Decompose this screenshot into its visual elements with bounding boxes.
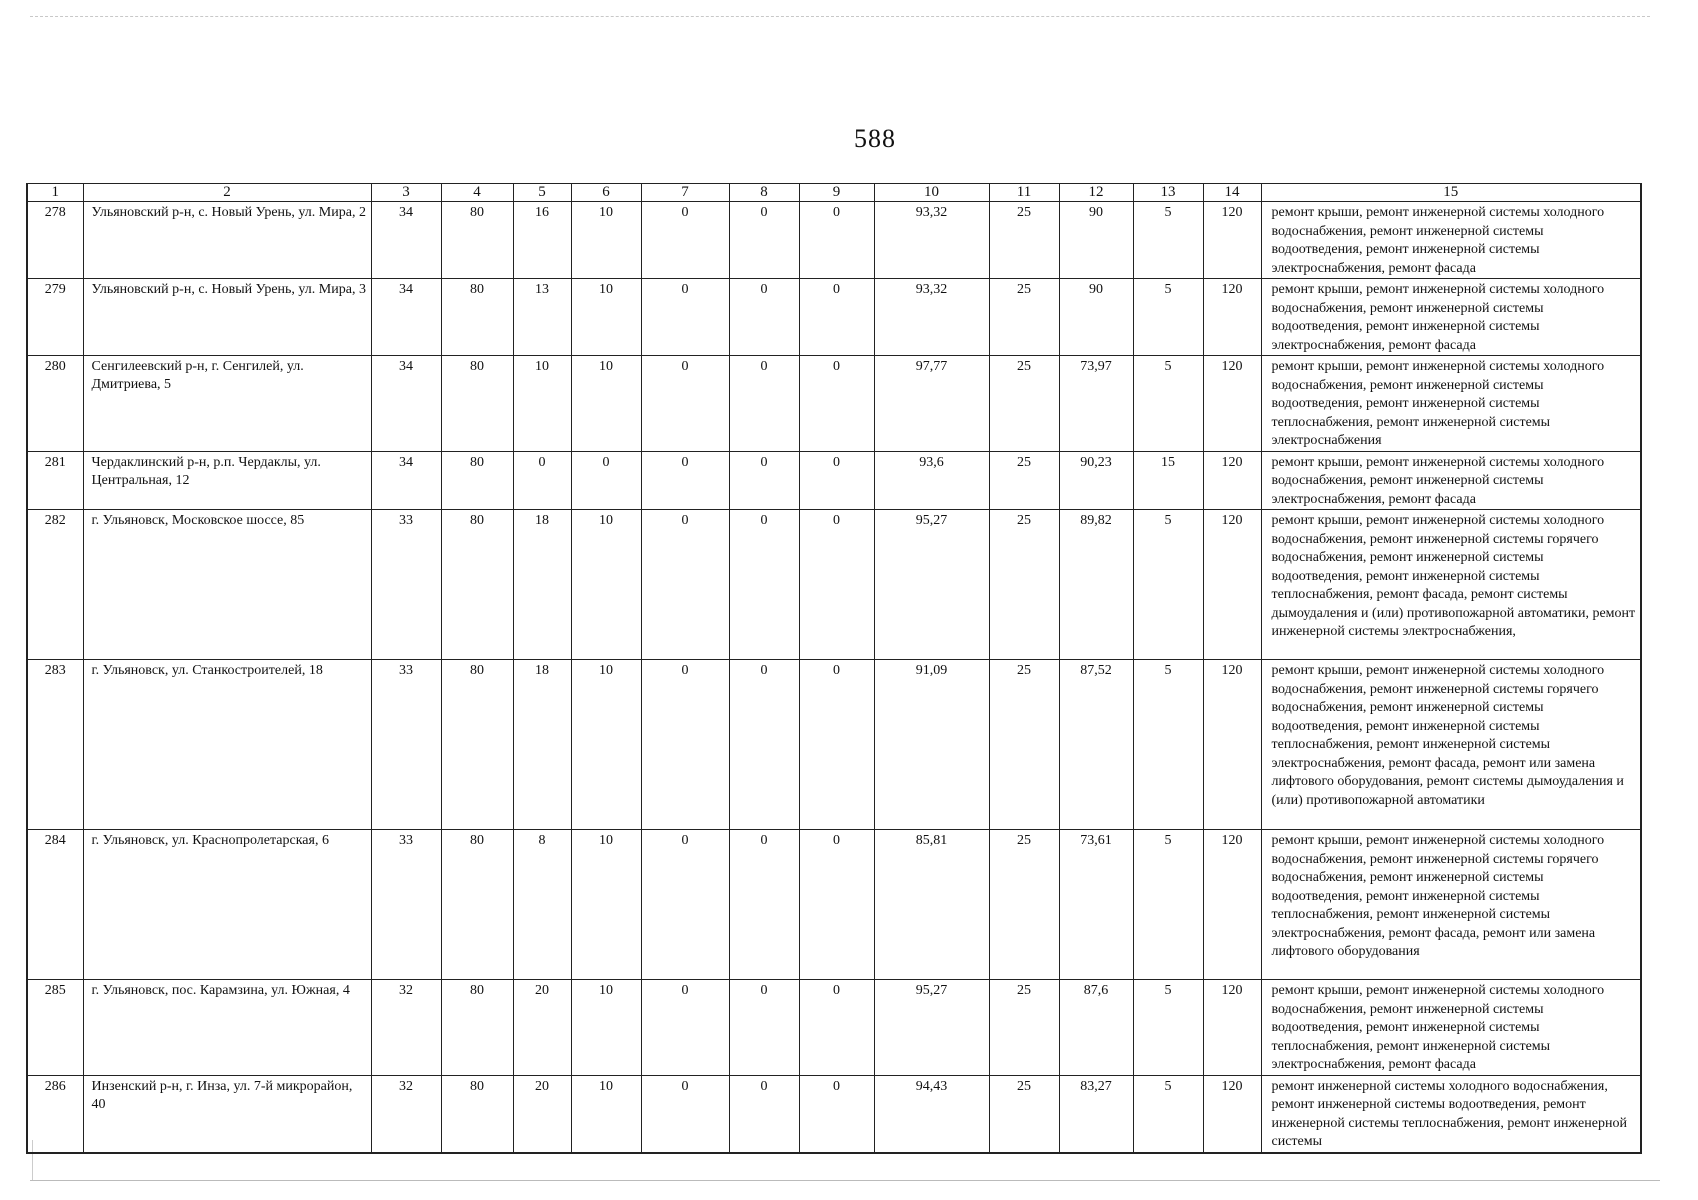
column-header-3: 3: [371, 184, 441, 202]
cell-col6: 10: [571, 510, 641, 660]
cell-col13: 15: [1133, 451, 1203, 510]
row-address: Ульяновский р-н, с. Новый Урень, ул. Мира, 2: [83, 202, 371, 279]
cell-col13: 5: [1133, 202, 1203, 279]
column-header-9: 9: [799, 184, 874, 202]
row-address: Сенгилеевский р-н, г. Сенгилей, ул. Дмитриева, 5: [83, 356, 371, 452]
cell-col12: 73,61: [1059, 830, 1133, 980]
cell-col12: 89,82: [1059, 510, 1133, 660]
cell-col9: 0: [799, 451, 874, 510]
cell-col10: 95,27: [874, 980, 989, 1076]
column-header-11: 11: [989, 184, 1059, 202]
cell-col3: 34: [371, 279, 441, 356]
table-row: [27, 1075, 1641, 1153]
cell-col5: 20: [513, 1075, 571, 1153]
cell-col6: 10: [571, 1075, 641, 1153]
cell-col9: 0: [799, 980, 874, 1076]
cell-col3: 34: [371, 356, 441, 452]
table-row: [27, 202, 1641, 279]
table-row: [27, 660, 1641, 830]
row-number: 285: [27, 980, 83, 1076]
cell-col6: 10: [571, 660, 641, 830]
column-header-7: 7: [641, 184, 729, 202]
row-address: Инзенский р-н, г. Инза, ул. 7-й микрорайон, 40: [83, 1075, 371, 1153]
cell-col11: 25: [989, 202, 1059, 279]
cell-col11: 25: [989, 510, 1059, 660]
table-row: [27, 510, 1641, 660]
cell-col9: 0: [799, 830, 874, 980]
cell-col11: 25: [989, 660, 1059, 830]
column-header-8: 8: [729, 184, 799, 202]
row-number: 284: [27, 830, 83, 980]
header-row: [27, 184, 1641, 202]
cell-col14: 120: [1203, 279, 1261, 356]
cell-col10: 93,32: [874, 279, 989, 356]
cell-col11: 25: [989, 356, 1059, 452]
cell-col7: 0: [641, 660, 729, 830]
cell-col7: 0: [641, 279, 729, 356]
column-header-4: 4: [441, 184, 513, 202]
row-address: г. Ульяновск, ул. Станкостроителей, 18: [83, 660, 371, 830]
cell-col11: 25: [989, 980, 1059, 1076]
cell-col8: 0: [729, 279, 799, 356]
cell-col10: 85,81: [874, 830, 989, 980]
cell-col4: 80: [441, 451, 513, 510]
row-address: г. Ульяновск, пос. Карамзина, ул. Южная, 4: [83, 980, 371, 1076]
cell-col14: 120: [1203, 1075, 1261, 1153]
cell-col12: 87,6: [1059, 980, 1133, 1076]
cell-col5: 0: [513, 451, 571, 510]
column-header-6: 6: [571, 184, 641, 202]
row-address: г. Ульяновск, ул. Краснопролетарская, 6: [83, 830, 371, 980]
column-header-15: 15: [1261, 184, 1641, 202]
cell-col14: 120: [1203, 660, 1261, 830]
cell-col4: 80: [441, 202, 513, 279]
cell-col4: 80: [441, 1075, 513, 1153]
row-number: 282: [27, 510, 83, 660]
row-works: ремонт крыши, ремонт инженерной системы холодного водоснабжения, ремонт инженерной системы горячего водоснабжения, ремонт инженерной системы водоотведения, ремонт инженерной системы теплоснабжения, ремонт инженерной системы электроснабжения, ремонт фасада, ремонт или замена лифтового оборудования, ремонт системы дымоудаления и (или) противопожарной автоматики: [1261, 660, 1641, 830]
row-number: 280: [27, 356, 83, 452]
cell-col12: 73,97: [1059, 356, 1133, 452]
row-number: 279: [27, 279, 83, 356]
cell-col8: 0: [729, 202, 799, 279]
row-number: 278: [27, 202, 83, 279]
cell-col8: 0: [729, 356, 799, 452]
cell-col13: 5: [1133, 356, 1203, 452]
cell-col3: 34: [371, 451, 441, 510]
cell-col13: 5: [1133, 980, 1203, 1076]
cell-col14: 120: [1203, 830, 1261, 980]
cell-col12: 90: [1059, 279, 1133, 356]
cell-col9: 0: [799, 356, 874, 452]
cell-col3: 32: [371, 980, 441, 1076]
cell-col13: 5: [1133, 510, 1203, 660]
cell-col7: 0: [641, 1075, 729, 1153]
cell-col6: 10: [571, 980, 641, 1076]
cell-col13: 5: [1133, 1075, 1203, 1153]
column-header-10: 10: [874, 184, 989, 202]
row-address: Чердаклинский р-н, р.п. Чердаклы, ул. Центральная, 12: [83, 451, 371, 510]
row-address: Ульяновский р-н, с. Новый Урень, ул. Мира, 3: [83, 279, 371, 356]
cell-col4: 80: [441, 660, 513, 830]
cell-col6: 10: [571, 356, 641, 452]
cell-col6: 10: [571, 202, 641, 279]
column-header-5: 5: [513, 184, 571, 202]
cell-col10: 97,77: [874, 356, 989, 452]
cell-col10: 94,43: [874, 1075, 989, 1153]
column-header-2: 2: [83, 184, 371, 202]
cell-col8: 0: [729, 830, 799, 980]
cell-col3: 33: [371, 830, 441, 980]
registry-table: [26, 183, 1642, 1154]
cell-col4: 80: [441, 356, 513, 452]
cell-col3: 34: [371, 202, 441, 279]
cell-col14: 120: [1203, 980, 1261, 1076]
column-header-1: 1: [27, 184, 83, 202]
cell-col6: 10: [571, 279, 641, 356]
cell-col4: 80: [441, 980, 513, 1076]
cell-col14: 120: [1203, 202, 1261, 279]
cell-col11: 25: [989, 830, 1059, 980]
cell-col4: 80: [441, 510, 513, 660]
cell-col7: 0: [641, 980, 729, 1076]
table-row: [27, 279, 1641, 356]
scan-edge-bottom: [30, 1180, 1660, 1181]
table-row: [27, 451, 1641, 510]
table-row: [27, 356, 1641, 452]
cell-col13: 5: [1133, 279, 1203, 356]
column-header-13: 13: [1133, 184, 1203, 202]
cell-col10: 95,27: [874, 510, 989, 660]
cell-col3: 33: [371, 660, 441, 830]
cell-col9: 0: [799, 279, 874, 356]
cell-col3: 32: [371, 1075, 441, 1153]
row-number: 286: [27, 1075, 83, 1153]
scan-edge-top: [30, 16, 1650, 17]
cell-col6: 10: [571, 830, 641, 980]
cell-col10: 91,09: [874, 660, 989, 830]
row-works: ремонт крыши, ремонт инженерной системы холодного водоснабжения, ремонт инженерной системы горячего водоснабжения, ремонт инженерной системы водоотведения, ремонт инженерной системы теплоснабжения, ремонт фасада, ремонт системы дымоудаления и (или) противопожарной автоматики, ремонт инженерной системы электроснабжения,: [1261, 510, 1641, 660]
table-row: [27, 830, 1641, 980]
cell-col5: 8: [513, 830, 571, 980]
cell-col11: 25: [989, 279, 1059, 356]
cell-col5: 10: [513, 356, 571, 452]
cell-col11: 25: [989, 1075, 1059, 1153]
cell-col8: 0: [729, 1075, 799, 1153]
cell-col9: 0: [799, 510, 874, 660]
row-works: ремонт крыши, ремонт инженерной системы холодного водоснабжения, ремонт инженерной системы водоотведения, ремонт инженерной системы электроснабжения, ремонт фасада: [1261, 279, 1641, 356]
row-number: 281: [27, 451, 83, 510]
cell-col7: 0: [641, 356, 729, 452]
cell-col10: 93,6: [874, 451, 989, 510]
cell-col11: 25: [989, 451, 1059, 510]
cell-col7: 0: [641, 451, 729, 510]
table-row: [27, 980, 1641, 1076]
cell-col8: 0: [729, 510, 799, 660]
cell-col12: 83,27: [1059, 1075, 1133, 1153]
cell-col9: 0: [799, 660, 874, 830]
cell-col5: 18: [513, 660, 571, 830]
cell-col4: 80: [441, 830, 513, 980]
cell-col4: 80: [441, 279, 513, 356]
page-number: 588: [854, 124, 896, 153]
cell-col5: 20: [513, 980, 571, 1076]
row-works: ремонт крыши, ремонт инженерной системы холодного водоснабжения, ремонт инженерной системы водоотведения, ремонт инженерной системы электроснабжения, ремонт фасада: [1261, 202, 1641, 279]
column-header-12: 12: [1059, 184, 1133, 202]
cell-col3: 33: [371, 510, 441, 660]
cell-col10: 93,32: [874, 202, 989, 279]
cell-col5: 18: [513, 510, 571, 660]
row-number: 283: [27, 660, 83, 830]
cell-col14: 120: [1203, 510, 1261, 660]
cell-col7: 0: [641, 830, 729, 980]
cell-col13: 5: [1133, 660, 1203, 830]
cell-col8: 0: [729, 660, 799, 830]
cell-col9: 0: [799, 202, 874, 279]
row-works: ремонт крыши, ремонт инженерной системы холодного водоснабжения, ремонт инженерной системы горячего водоснабжения, ремонт инженерной системы водоотведения, ремонт инженерной системы теплоснабжения, ремонт инженерной системы электроснабжения, ремонт фасада, ремонт или замена лифтового оборудования: [1261, 830, 1641, 980]
cell-col7: 0: [641, 202, 729, 279]
row-works: ремонт крыши, ремонт инженерной системы холодного водоснабжения, ремонт инженерной системы водоотведения, ремонт инженерной системы теплоснабжения, ремонт инженерной системы электроснабжения: [1261, 356, 1641, 452]
cell-col5: 16: [513, 202, 571, 279]
row-works: ремонт крыши, ремонт инженерной системы холодного водоснабжения, ремонт инженерной системы электроснабжения, ремонт фасада: [1261, 451, 1641, 510]
cell-col12: 90,23: [1059, 451, 1133, 510]
column-header-14: 14: [1203, 184, 1261, 202]
cell-col9: 0: [799, 1075, 874, 1153]
row-works: ремонт инженерной системы холодного водоснабжения, ремонт инженерной системы водоотведения, ремонт инженерной системы теплоснабжения, ремонт инженерной системы: [1261, 1075, 1641, 1153]
cell-col14: 120: [1203, 451, 1261, 510]
cell-col5: 13: [513, 279, 571, 356]
cell-col8: 0: [729, 980, 799, 1076]
row-address: г. Ульяновск, Московское шоссе, 85: [83, 510, 371, 660]
cell-col12: 87,52: [1059, 660, 1133, 830]
cell-col13: 5: [1133, 830, 1203, 980]
cell-col6: 0: [571, 451, 641, 510]
cell-col8: 0: [729, 451, 799, 510]
row-works: ремонт крыши, ремонт инженерной системы холодного водоснабжения, ремонт инженерной системы водоотведения, ремонт инженерной системы теплоснабжения, ремонт инженерной системы электроснабжения, ремонт фасада: [1261, 980, 1641, 1076]
cell-col7: 0: [641, 510, 729, 660]
cell-col14: 120: [1203, 356, 1261, 452]
cell-col12: 90: [1059, 202, 1133, 279]
